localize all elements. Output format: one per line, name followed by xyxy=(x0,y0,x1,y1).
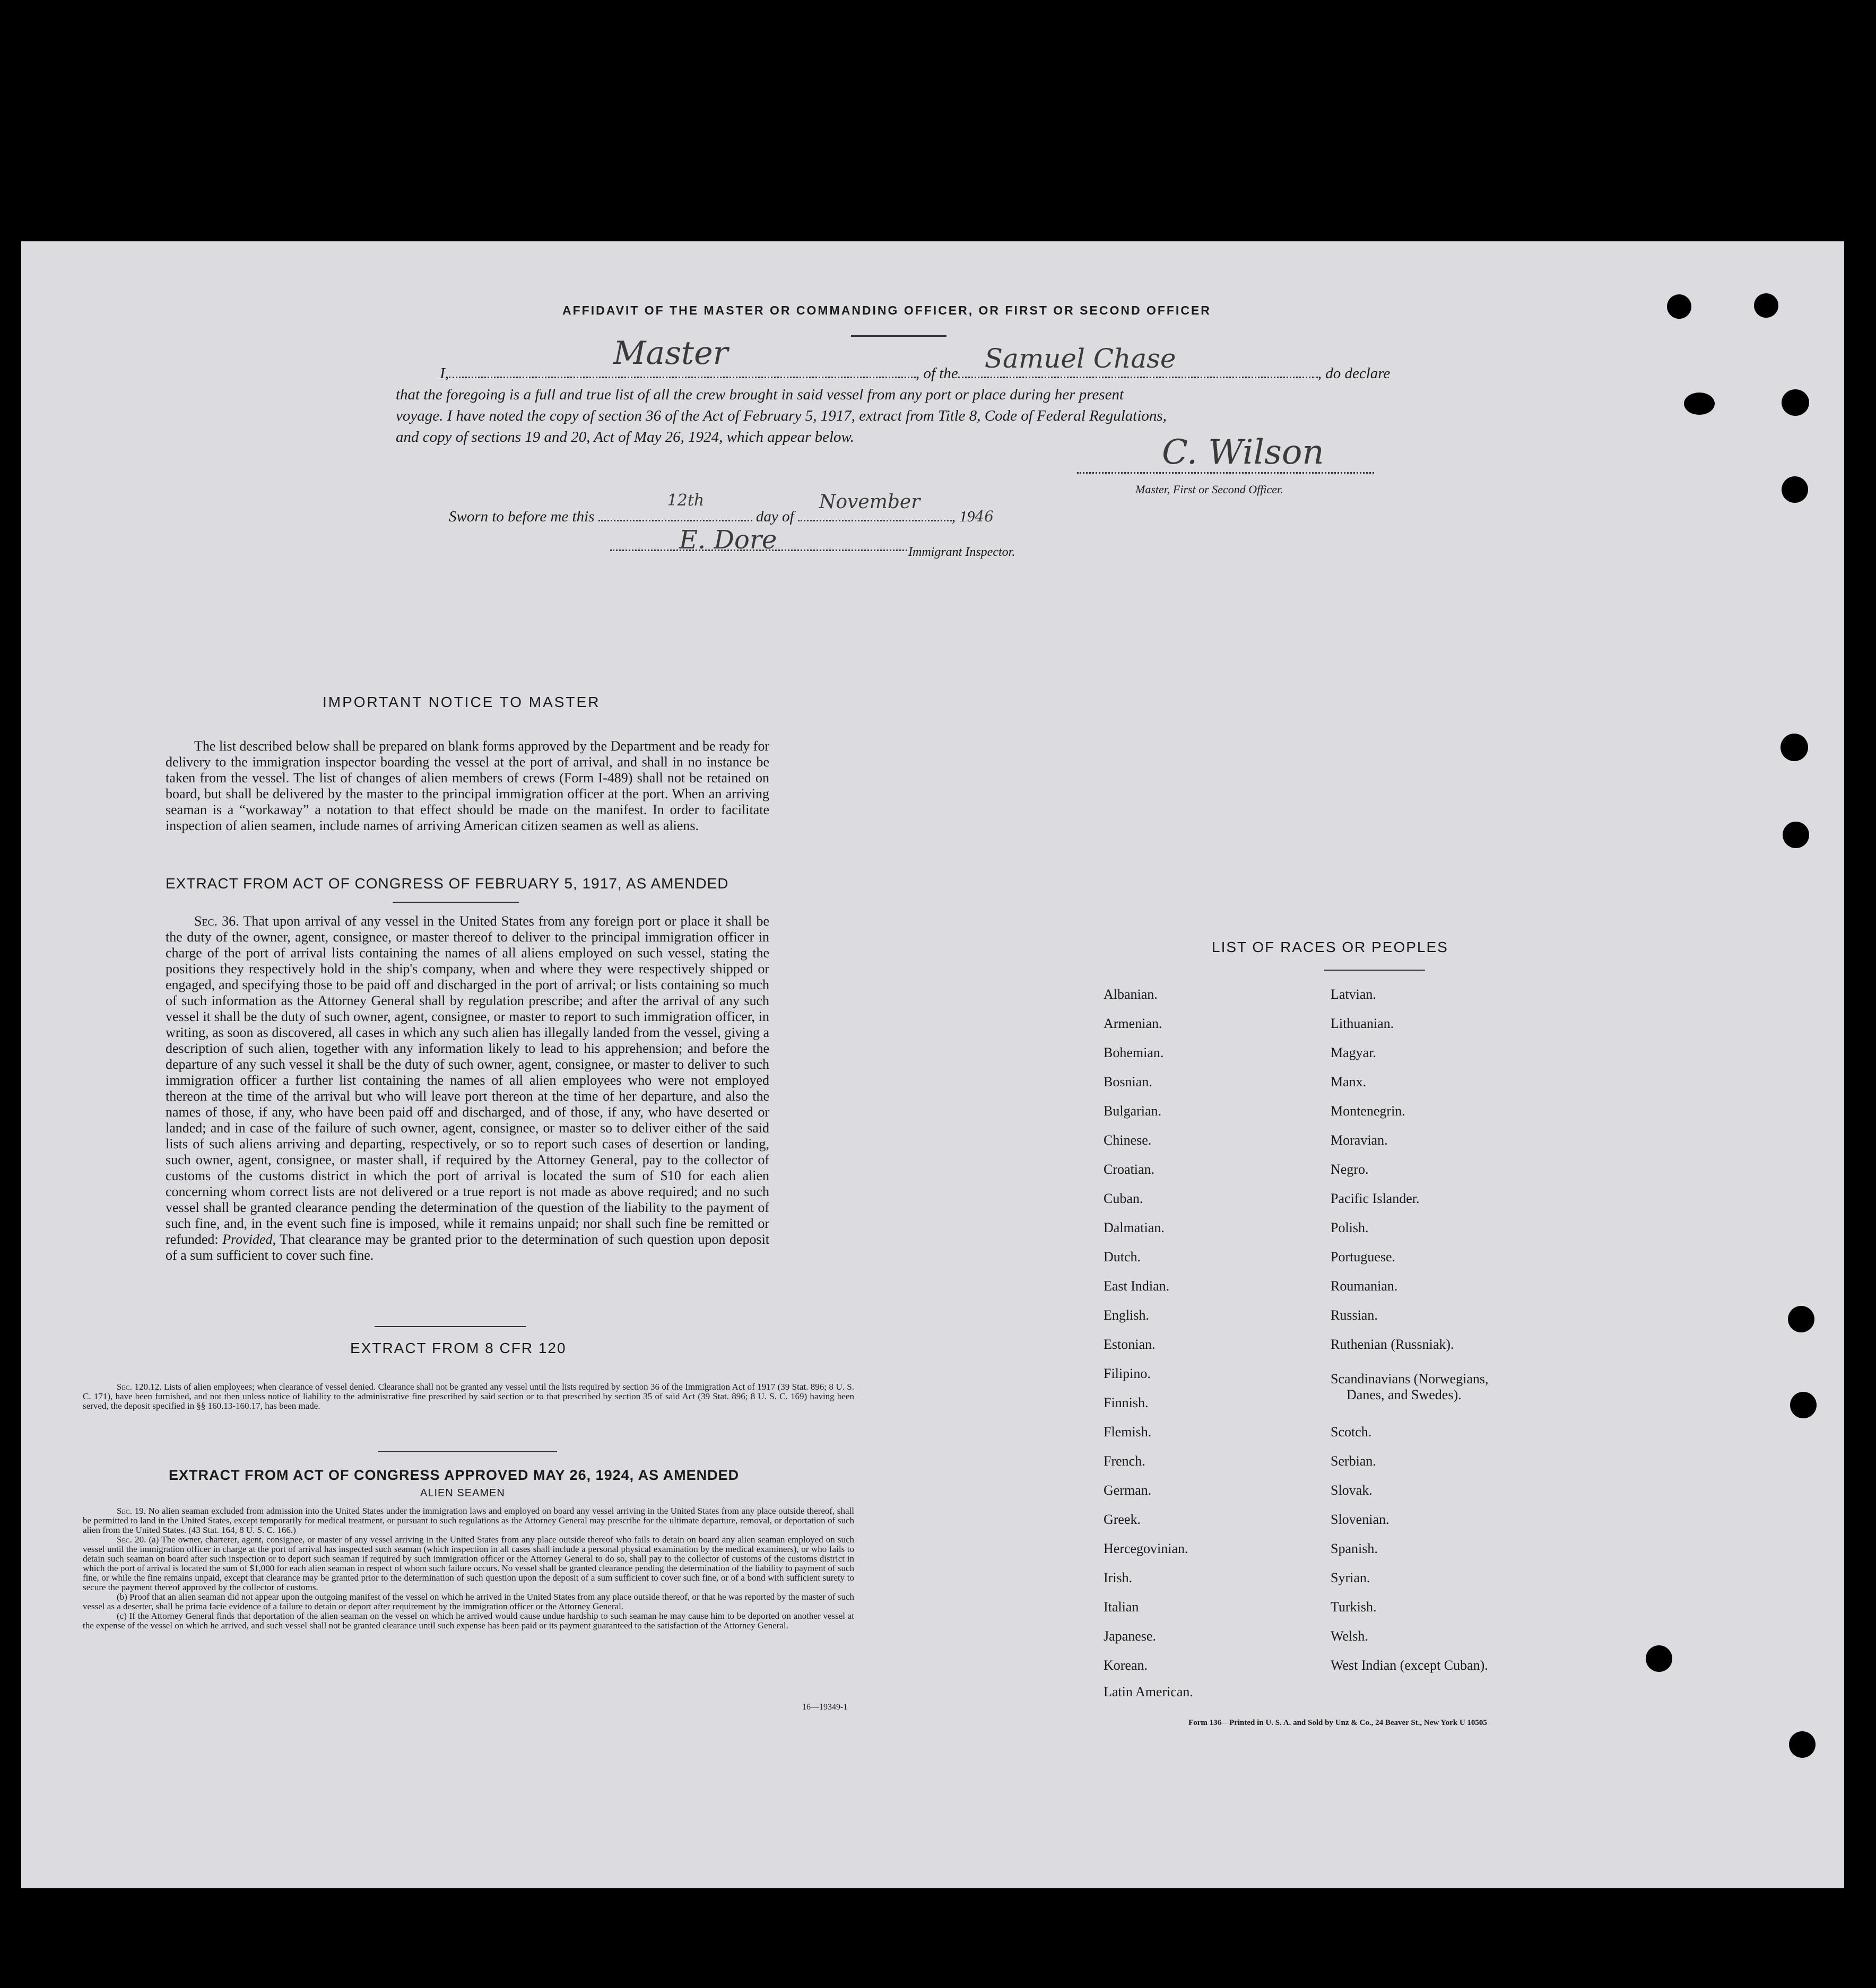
race-item: Korean. xyxy=(1104,1658,1148,1673)
race-item: Hercegovinian. xyxy=(1104,1541,1188,1556)
provided-word: Provided, xyxy=(222,1232,276,1247)
race-item: Polish. xyxy=(1331,1220,1369,1235)
year-prefix: , 19 xyxy=(951,508,975,525)
punch-hole xyxy=(1646,1645,1672,1672)
sec-20-label: Sec. 20. xyxy=(117,1534,146,1545)
notice-text: The list described below shall be prepared on blank forms approved by the Department and be ready for delivery to the immigration inspector boarding the vessel at the port of arrival, and shall in no instance be taken from the vessel. The list of changes of alien members of crews (Form I-489) shall not be retained on board, but shall be delivered by the master to the principal immigration officer at the port. When an arriving seaman is a “workaway” a notation to that effect should be made on the manifest. In order to facilitate inspection of alien seamen, include names of arriving American citizen seamen as well as aliens. xyxy=(166,738,769,833)
vessel-name-field xyxy=(958,343,1318,378)
race-item: East Indian. xyxy=(1104,1278,1170,1294)
master-name-handwriting: Master xyxy=(613,335,728,372)
punch-hole xyxy=(1789,1731,1816,1758)
race-item: Dutch. xyxy=(1104,1249,1141,1265)
race-item: Negro. xyxy=(1331,1162,1369,1177)
punch-hole xyxy=(1781,734,1808,761)
race-item: Scotch. xyxy=(1331,1424,1372,1440)
affidavit-line-2: that the foregoing is a full and true list of all the crew brought in said vessel from any port or place during her present xyxy=(396,386,1124,403)
race-item: Finnish. xyxy=(1104,1395,1149,1410)
extract-1917-text xyxy=(166,913,769,1263)
day-of-label: day of xyxy=(755,508,794,525)
races-right-column xyxy=(1331,987,1596,1687)
section-rule xyxy=(375,1326,526,1327)
sec-19-text: No alien seaman excluded from admission into the United States under the immigration laws and employed on board any vessel arriving in the United States from any place outside thereof, shall be permitted to land in the United States, except temporarily for medical treatment, or pursuant to such regulations as the Attorney General may prescribe for the ultimate departure, removal, or deportation of such alien from the United States. (43 Stat. 164, 8 U. S. C. 166.) xyxy=(83,1506,854,1535)
affidavit-heading: AFFIDAVIT OF THE MASTER OR COMMANDING OFFICER, OR FIRST OR SECOND OFFICER xyxy=(562,303,1211,317)
race-item: Scandinavians (Norwegians, xyxy=(1331,1371,1489,1387)
race-item: Moravian. xyxy=(1331,1132,1388,1148)
master-name-field xyxy=(449,335,916,378)
inspector-signature: E. Dore xyxy=(679,525,777,555)
race-item: Bohemian. xyxy=(1104,1045,1164,1060)
race-item: German. xyxy=(1104,1483,1152,1498)
race-item: Pacific Islander. xyxy=(1331,1191,1420,1206)
race-item: Portuguese. xyxy=(1331,1249,1396,1265)
cfr-heading: EXTRACT FROM 8 CFR 120 xyxy=(350,1340,567,1356)
i-label: I, xyxy=(440,365,449,382)
inspector-label: Immigrant Inspector. xyxy=(908,545,1015,559)
race-item: Lithuanian. xyxy=(1331,1016,1394,1031)
do-declare-label: , do declare xyxy=(1317,365,1391,382)
race-item: Turkish. xyxy=(1331,1599,1377,1615)
month-field xyxy=(798,491,952,521)
punch-hole xyxy=(1788,1306,1814,1332)
race-item: Latvian. xyxy=(1331,987,1376,1002)
punch-hole xyxy=(1790,1392,1817,1418)
race-item: Magyar. xyxy=(1331,1045,1376,1060)
race-item: English. xyxy=(1104,1307,1149,1323)
sec-120-text: Lists of alien employees; when clearance of vessel denied. Clearance shall not be granted any vessel until the lists required by section 36 of the Immigration Act of 1917 (39 Stat. 896; 8 U. S. C. 171), have been furnished, and not then unless notice of liability to the administrative fine prescribed by said section or to that prescribed by section 35 of said Act (39 Stat. 896; 8 U. S. C. 169) having been served, the deposit specified in §§ 160.13-160.17, has been made. xyxy=(83,1382,855,1411)
print-code: 16—19349-1 xyxy=(802,1703,848,1712)
race-item: Armenian. xyxy=(1104,1016,1162,1031)
vessel-name-handwriting: Samuel Chase xyxy=(984,343,1176,374)
race-item: Chinese. xyxy=(1104,1132,1152,1148)
race-item: Albanian. xyxy=(1104,987,1158,1002)
form-footer: Form 136—Printed in U. S. A. and Sold by Unz & Co., 24 Beaver St., New York U 10505 xyxy=(1188,1719,1487,1727)
sworn-label: Sworn to before me this xyxy=(449,508,595,525)
race-item: Montenegrin. xyxy=(1331,1103,1405,1119)
extract-1924-text xyxy=(83,1506,854,1630)
races-heading-rule xyxy=(1324,970,1425,971)
race-item: Spanish. xyxy=(1331,1541,1378,1556)
race-item: Cuban. xyxy=(1104,1191,1143,1206)
affidavit-line-3: voyage. I have noted the copy of section 36 of the Act of February 5, 1917, extract from Title 8, Code of Federal Regulations, xyxy=(396,407,1167,424)
races-left-column xyxy=(1104,987,1295,1708)
punch-hole xyxy=(1754,293,1778,318)
month-handwriting: November xyxy=(819,491,920,513)
race-item: Flemish. xyxy=(1104,1424,1152,1440)
race-item: Dalmatian. xyxy=(1104,1220,1165,1235)
punch-hole xyxy=(1684,393,1715,415)
race-item: Italian xyxy=(1104,1599,1139,1615)
day-handwriting: 12th xyxy=(667,491,705,510)
heading-rule xyxy=(851,335,946,337)
race-item: Japanese. xyxy=(1104,1628,1156,1644)
punch-hole xyxy=(1783,822,1809,848)
sec-120-label: Sec. 120.12. xyxy=(117,1382,162,1392)
notice-heading: IMPORTANT NOTICE TO MASTER xyxy=(323,694,601,710)
of-the-label: , of the xyxy=(916,365,958,382)
sec-20b-text: (b) Proof that an alien seaman did not appear upon the outgoing manifest of the vessel on which he arrived in the United States from any place outside thereof, or that he was reported by the master of such vessel as a deserter, shall be prima facie evidence of a failure to detain or deport after requirement by the immigration officer or the Attorney General. xyxy=(83,1592,854,1611)
sec-36-text: That upon arrival of any vessel in the United States from any foreign port or place it shall be the duty of the owner, agent, consignee, or master thereof to deliver to the principal immigration officer in charge of the port of arrival lists containing the names of all aliens employed on such vessel, stating the positions they respectively hold in the ship's company, when and where they were respectively shipped or engaged, and specifying those to be paid off and discharged in the port of arrival; or lists containing so much of such information as the Attorney General shall by regulation prescribe; and after the arrival of any such vessel it shall be the duty of such owner, agent, consignee, or master to report to such immigration officer, in writing, as soon as discovered, all cases in which any such alien has illegally landed from the vessel, giving a description of such alien, together with any information likely to lead to his apprehension; and before the departure of any such vessel it shall be the duty of such owner, agent, consignee, or master to deliver to such immigration officer a further list containing the names of all alien employees who were not employed thereon at the time of the arrival but who will leave port thereon at the time of her departure, and also the names of those, if any, who have been paid off and discharged, and of those, if any, who have deserted or landed; and in case of the failure of such owner, agent, consignee, or master so to deliver either of the said lists of such aliens arriving and departing, respectively, or so to report such cases of desertion or landing, such owner, agent, consignee, or master shall, if required by the Attorney General, pay to the collector of customs of the customs district in which the port of arrival is located the sum of $10 for each alien concerning whom correct lists are not delivered or a true report is not made as above required; and no such vessel shall be granted clearance pending the determination of the question of the liability to the payment of such fine, and, in the event such fine is imposed, while it remains unpaid; nor shall such fine be remitted or refunded: xyxy=(166,913,769,1247)
race-item: Manx. xyxy=(1331,1074,1367,1089)
race-item: Bulgarian. xyxy=(1104,1103,1162,1119)
race-item: Ruthenian (Russniak). xyxy=(1331,1337,1454,1352)
race-item: French. xyxy=(1104,1453,1145,1469)
section-rule xyxy=(378,1451,557,1452)
day-field xyxy=(598,491,752,521)
race-item: Russian. xyxy=(1331,1307,1378,1323)
races-heading: LIST OF RACES OR PEOPLES xyxy=(1212,939,1448,955)
alien-seamen-subheading: ALIEN SEAMEN xyxy=(420,1487,505,1499)
race-item: Danes, and Swedes). xyxy=(1347,1387,1462,1402)
section-rule xyxy=(393,902,519,903)
race-item: Slovak. xyxy=(1331,1483,1373,1498)
sec-20c-text: (c) If the Attorney General finds that deportation of the alien seaman on the vessel on which he arrived would cause undue hardship to such seaman he may cause him to be deported on another vessel at the expense of the vessel on which he arrived, and such vessel shall not be granted clearance until such expense has been paid or its payment guaranteed to the satisfaction of the Attorney General. xyxy=(83,1611,854,1630)
race-item: Croatian. xyxy=(1104,1162,1155,1177)
race-item: Syrian. xyxy=(1331,1570,1370,1585)
race-item: Filipino. xyxy=(1104,1366,1151,1381)
sec-20a-text: (a) The owner, charterer, agent, consignee, or master of any vessel arriving in the United States from any place outside thereof who fails to detain on board any alien seaman employed on such vessel until the immigration officer in charge at the port of arrival has inspected such seaman (which inspection in all cases shall include a personal physical examination by the medical examiners), or who fails to detain such seaman on board after such inspection or to deport such seaman if required by such immigration officer or the Attorney General to do so, shall pay to the collector of customs of the customs district in which the port of arrival is located the sum of $1,000 for each alien seaman in respect of whom such failure occurs. No vessel shall be granted clearance pending the determination of the liability to payment of such fine, or while the fine remains unpaid, except that clearance may be granted prior to the determination of such question upon the deposit of a sum sufficient to cover such fine, or of a bond with sufficient surety to secure the payment thereof approved by the collector of customs. xyxy=(83,1534,854,1592)
race-item: Serbian. xyxy=(1331,1453,1376,1469)
signature-block xyxy=(1077,430,1374,499)
punch-hole xyxy=(1782,389,1809,416)
master-signature: C. Wilson xyxy=(1162,433,1324,472)
sec-36-proviso: That clearance may be granted prior to the determination of such question upon deposit of a sum sufficient to cover such fine. xyxy=(166,1232,770,1263)
year-handwriting: 46 xyxy=(975,508,994,525)
race-item: Latin American. xyxy=(1104,1684,1193,1699)
race-item: Roumanian. xyxy=(1331,1278,1398,1294)
cfr-text xyxy=(83,1382,854,1411)
sec-36-label: Sec. 36. xyxy=(194,913,239,929)
race-item: West Indian (except Cuban). xyxy=(1331,1658,1488,1673)
sworn-line xyxy=(449,491,994,526)
inspector-block xyxy=(610,525,1061,568)
race-item: Bosnian. xyxy=(1104,1074,1152,1089)
extract-1924-heading: EXTRACT FROM ACT OF CONGRESS APPROVED MAY 26, 1924, AS AMENDED xyxy=(169,1467,740,1483)
race-item: Greek. xyxy=(1104,1512,1141,1527)
race-item: Irish. xyxy=(1104,1570,1133,1585)
sec-19-label: Sec. 19. xyxy=(117,1506,146,1516)
race-item: Slovenian. xyxy=(1331,1512,1389,1527)
affidavit-line-4: and copy of sections 19 and 20, Act of May 26, 1924, which appear below. xyxy=(396,429,854,446)
race-item: Welsh. xyxy=(1331,1628,1368,1644)
punch-hole xyxy=(1782,476,1808,503)
race-item: Estonian. xyxy=(1104,1337,1156,1352)
punch-hole xyxy=(1667,294,1691,319)
extract-1917-heading: EXTRACT FROM ACT OF CONGRESS OF FEBRUARY 5, 1917, AS AMENDED xyxy=(166,875,729,892)
inspector-line xyxy=(610,550,907,551)
signature-label: Master, First or Second Officer. xyxy=(1135,483,1283,496)
signature-line xyxy=(1077,472,1374,474)
